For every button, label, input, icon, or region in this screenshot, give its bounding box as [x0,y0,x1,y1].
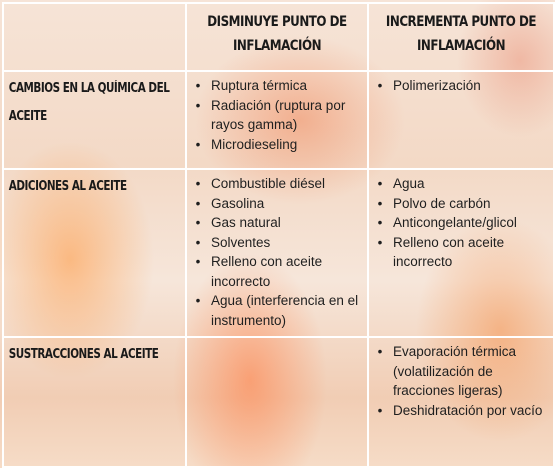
list-item-text: Gasolina [211,195,265,211]
header-row [3,3,554,71]
list-item-text: Combustible diésel [211,176,326,191]
list-item-text: Deshidratación por vacío [393,402,543,418]
increases-list [369,72,553,96]
header-increases-cell [368,3,554,71]
header-decreases: DISMINUYE PUNTO DE INFLAMACIÓN [207,14,347,54]
list-item [373,233,547,272]
list-item-text: Relleno con aceite incorrecto [211,254,323,289]
increases-cell [368,169,554,337]
list-item [191,233,361,253]
flash-point-table [2,2,555,468]
list-item-text: Ruptura térmica [211,78,308,93]
row-label: ADICIONES AL ACEITE [8,179,127,194]
list-item-text: Anticongelante/glicol [393,215,517,230]
list-item [191,252,361,291]
list-item [191,174,361,194]
bullet-icon: • [377,176,383,191]
list-item [191,135,361,155]
list-item-text: Polvo de carbón [393,195,491,211]
increases-list [369,338,553,420]
list-item-text: Solventes [211,234,271,250]
list-item [373,194,547,214]
list-item [373,174,547,194]
bullet-icon: • [195,254,201,269]
bullet-icon: • [195,293,201,308]
header-decreases-cell [186,3,368,71]
list-item [191,76,361,96]
bullet-icon: • [377,234,383,250]
list-item [191,213,361,233]
bullet-icon: • [377,402,383,418]
list-item-text: Microdieseling [211,136,298,152]
row-label-cell [3,71,186,169]
bullet-icon: • [195,195,201,211]
bullet-icon: • [195,136,201,152]
bullet-icon: • [377,195,383,211]
list-item-text: Gas natural [211,215,281,230]
list-item-text: Relleno con aceite incorrecto [393,234,505,269]
decreases-list [187,72,367,154]
table-row [3,71,554,169]
header-blank-cell [3,3,186,71]
list-item-text: Polimerización [393,78,481,93]
decreases-cell [186,71,368,169]
bullet-icon: • [377,78,383,93]
row-label: SUSTRACCIONES AL ACEITE [8,347,159,362]
bullet-icon: • [195,176,201,191]
list-item [373,342,547,401]
list-item [373,401,547,421]
list-item [191,291,361,330]
list-item-text: Evaporación térmica (volatilización de fracciones ligeras) [393,344,517,398]
list-item-text: Agua (interferencia en el instrumento) [211,293,359,328]
decreases-cell [186,169,368,337]
list-item-text: Radiación (ruptura por rayos gamma) [211,97,346,132]
bullet-icon: • [195,234,201,250]
row-label-cell [3,337,186,467]
list-item [373,213,547,233]
increases-list [369,170,553,272]
bullet-icon: • [195,78,201,93]
header-increases: INCREMENTA PUNTO DE INFLAMACIÓN [385,14,537,54]
decreases-cell [186,337,368,467]
decreases-list [187,170,367,330]
table-row [3,169,554,337]
table-row [3,337,554,467]
list-item [373,76,547,96]
bullet-icon: • [377,215,383,230]
bullet-icon: • [377,344,383,359]
row-label: CAMBIOS EN LA QUÍMICA DEL ACEITE [8,81,170,124]
increases-cell [368,337,554,467]
bullet-icon: • [195,97,201,113]
increases-cell [368,71,554,169]
list-item [191,96,361,135]
list-item [191,194,361,214]
row-label-cell [3,169,186,337]
bullet-icon: • [195,215,201,230]
list-item-text: Agua [393,176,425,191]
